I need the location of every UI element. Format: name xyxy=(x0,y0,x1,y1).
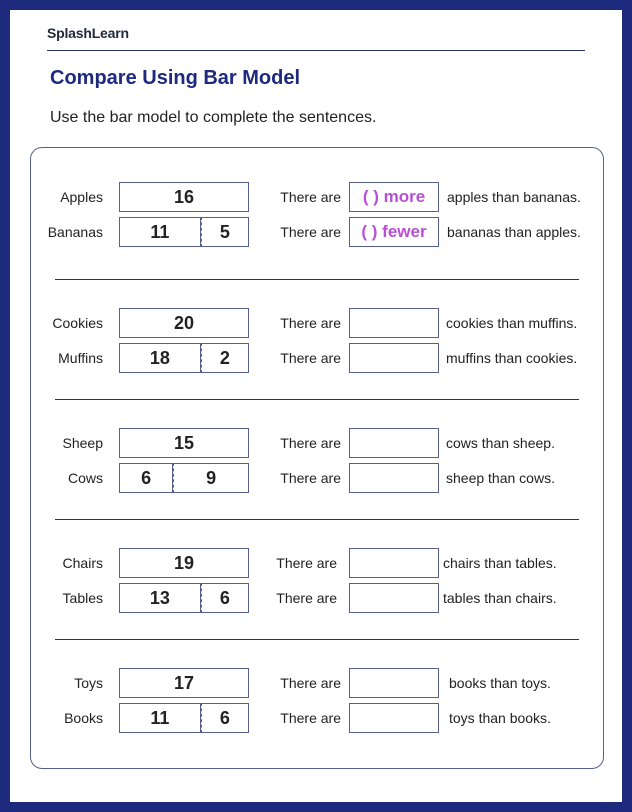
answer-box[interactable] xyxy=(349,463,439,493)
top-bar xyxy=(119,308,249,338)
top-bar xyxy=(119,668,249,698)
bottom-bar-value: 13 xyxy=(120,584,201,612)
top-bar-value: 16 xyxy=(173,187,195,207)
bottom-row xyxy=(31,463,603,493)
bottom-bar xyxy=(119,343,249,373)
answer-box[interactable]: ( ) fewer xyxy=(349,217,439,247)
top-bar-value: 19 xyxy=(173,553,195,573)
sentence-start: There are xyxy=(280,710,341,726)
bottom-bar-value: 6 xyxy=(120,464,173,492)
sentence-end: tables than chairs. xyxy=(443,590,557,606)
header-rule xyxy=(47,50,585,51)
sentence-start: There are xyxy=(280,470,341,486)
top-row xyxy=(31,668,603,698)
bottom-label: Books xyxy=(64,710,103,726)
bottom-bar xyxy=(119,583,249,613)
top-bar-value: 17 xyxy=(173,673,195,693)
difference-segment: 9 xyxy=(173,463,249,493)
bottom-label: Tables xyxy=(62,590,103,606)
top-bar-value: 20 xyxy=(173,313,195,333)
top-bar-value: 15 xyxy=(173,433,195,453)
problem-apples-bananas xyxy=(31,182,603,252)
bottom-label: Bananas xyxy=(47,224,103,240)
problem-cookies-muffins xyxy=(31,308,603,378)
sentence-end: cookies than muffins. xyxy=(446,315,578,331)
answer-box[interactable] xyxy=(349,668,439,698)
top-bar xyxy=(119,548,249,578)
sentence-end: toys than books. xyxy=(449,710,551,726)
top-label: Cookies xyxy=(52,315,103,331)
problem-sheep-cows xyxy=(31,428,603,498)
bottom-label: Cows xyxy=(67,470,103,486)
sentence-end: sheep than cows. xyxy=(446,470,555,486)
sentence-end: books than toys. xyxy=(449,675,551,691)
sentence-start: There are xyxy=(280,675,341,691)
difference-segment: 2 xyxy=(201,343,249,373)
bottom-bar-value: 11 xyxy=(120,218,201,246)
sentence-end: cows than sheep. xyxy=(446,435,555,451)
problem-chairs-tables xyxy=(31,548,603,618)
section-divider xyxy=(55,399,579,400)
answer-box[interactable] xyxy=(349,428,439,458)
top-bar xyxy=(119,182,249,212)
bottom-bar xyxy=(119,703,249,733)
bottom-label: Muffins xyxy=(58,350,103,366)
sentence-start: There are xyxy=(280,435,341,451)
sentence-start: There are xyxy=(280,315,341,331)
sentence-start: There are xyxy=(280,224,341,240)
answer-box[interactable] xyxy=(349,583,439,613)
sentence-start: There are xyxy=(276,555,337,571)
top-row xyxy=(31,308,603,338)
answer-box[interactable] xyxy=(349,548,439,578)
sentence-start: There are xyxy=(280,350,341,366)
sentence-start: There are xyxy=(276,590,337,606)
bottom-row xyxy=(31,343,603,373)
answer-box[interactable] xyxy=(349,343,439,373)
page-title: Compare Using Bar Model xyxy=(50,67,301,89)
section-divider xyxy=(55,279,579,280)
problem-toys-books xyxy=(31,668,603,738)
sentence-end: apples than bananas. xyxy=(447,189,581,205)
sentence-end: bananas than apples. xyxy=(447,224,581,240)
section-divider xyxy=(55,519,579,520)
bottom-bar-value: 18 xyxy=(120,344,201,372)
top-label: Sheep xyxy=(62,435,103,451)
bottom-row xyxy=(31,217,603,247)
top-label: Apples xyxy=(60,189,103,205)
section-divider xyxy=(55,639,579,640)
bottom-row xyxy=(31,703,603,733)
brand-logo: SplashLearn xyxy=(47,25,129,41)
top-row xyxy=(31,182,603,212)
bottom-bar xyxy=(119,217,249,247)
bottom-bar xyxy=(119,463,249,493)
top-row xyxy=(31,428,603,458)
top-row xyxy=(31,548,603,578)
exercise-card xyxy=(30,147,604,769)
bottom-row xyxy=(31,583,603,613)
sentence-end: chairs than tables. xyxy=(443,555,557,571)
sentence-start: There are xyxy=(280,189,341,205)
instructions: Use the bar model to complete the sentences. xyxy=(50,109,377,126)
top-bar xyxy=(119,428,249,458)
difference-segment: 6 xyxy=(201,703,249,733)
answer-box[interactable] xyxy=(349,308,439,338)
sentence-end: muffins than cookies. xyxy=(446,350,578,366)
worksheet-page xyxy=(10,10,622,802)
top-label: Toys xyxy=(74,675,103,691)
bottom-bar-value: 11 xyxy=(120,704,201,732)
answer-box[interactable] xyxy=(349,703,439,733)
difference-segment: 5 xyxy=(201,217,249,247)
answer-box[interactable]: ( ) more xyxy=(349,182,439,212)
top-label: Chairs xyxy=(62,555,103,571)
difference-segment: 6 xyxy=(201,583,249,613)
